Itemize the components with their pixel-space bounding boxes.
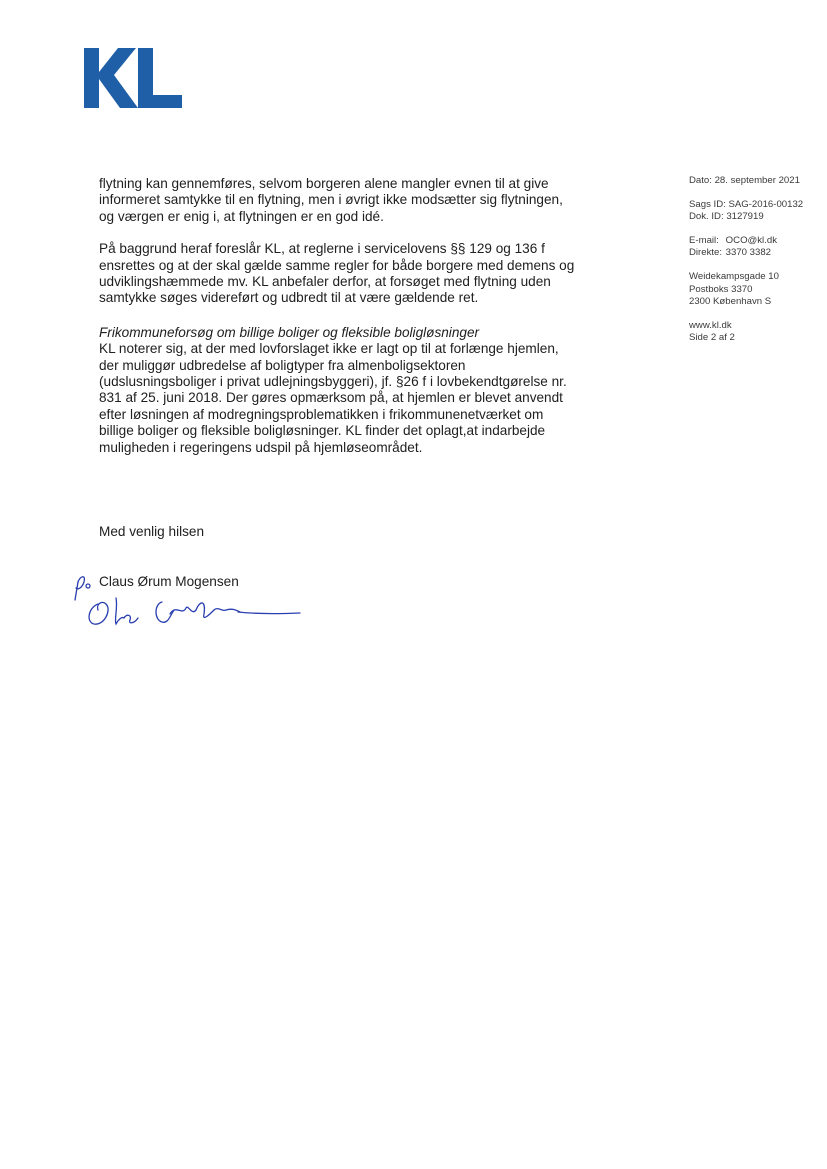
signer-name: Claus Ørum Mogensen <box>99 574 239 589</box>
section-heading: Frikommuneforsøg om billige boliger og fleksible boligløsninger <box>99 324 480 340</box>
paragraph-2: På baggrund heraf foreslår KL, at reglerne i servicelovens §§ 129 og 136 f ensrettes og at der skal gælde samme regler for både borgere med demens og udviklingshæmmede mv. KL anbefaler derfor, at forsøget med flytning uden samtykke søges videreført og udbredt til at være gældende ret. <box>99 241 575 306</box>
paragraph-1: flytning kan gennemføres, selvom borgeren alene mangler evnen til at give informeret samtykke til en flytning, men i øvrigt ikke modsætter sig flytningen, og værgen er enig i, at flytningen er en god idé. <box>99 176 563 224</box>
letter-metadata <box>689 175 819 356</box>
address-line-2: Postboks 3370 <box>689 283 753 295</box>
date-line: Dato: 28. september 2021 <box>689 175 800 186</box>
email-value[interactable]: OCO@kl.dk <box>725 234 777 246</box>
document-id: Dok. ID: 3127919 <box>689 211 764 223</box>
website-link[interactable]: www.kl.dk <box>689 319 732 331</box>
case-id: Sags ID: SAG-2016-00132 <box>689 198 804 210</box>
address-line-3: 2300 København S <box>689 296 772 308</box>
phone-label: Direkte: <box>689 247 723 259</box>
paragraph-3: KL noterer sig, at der med lovforslaget ikke er lagt op til at forlænge hjemlen, der muliggør udbredelse af boligtyper fra almenboligsektoren (udslusningsboliger i privat udlejningsbyggeri), jf. §26 f i lovbekendtgørelse nr. 831 af 25. juni 2018. Der gøres opmærksom på, at hjemlen er blevet anvendt efter løsningen af modregningsproblematikken i frikommunenetværket om billige boliger og fleksible boligløsninger. KL finder det oplagt,at indarbejde muligheden i regeringens udspil på hjemløseområdet. <box>99 341 567 455</box>
letter-body <box>99 176 579 456</box>
address-line-1: Weidekampsgade 10 <box>689 270 779 282</box>
page-number: Side 2 af 2 <box>689 332 735 344</box>
kl-logo <box>84 48 182 108</box>
email-label: E-mail: <box>689 234 719 246</box>
closing-salutation: Med venlig hilsen <box>99 524 205 539</box>
phone-value: 3370 3382 <box>725 247 772 259</box>
